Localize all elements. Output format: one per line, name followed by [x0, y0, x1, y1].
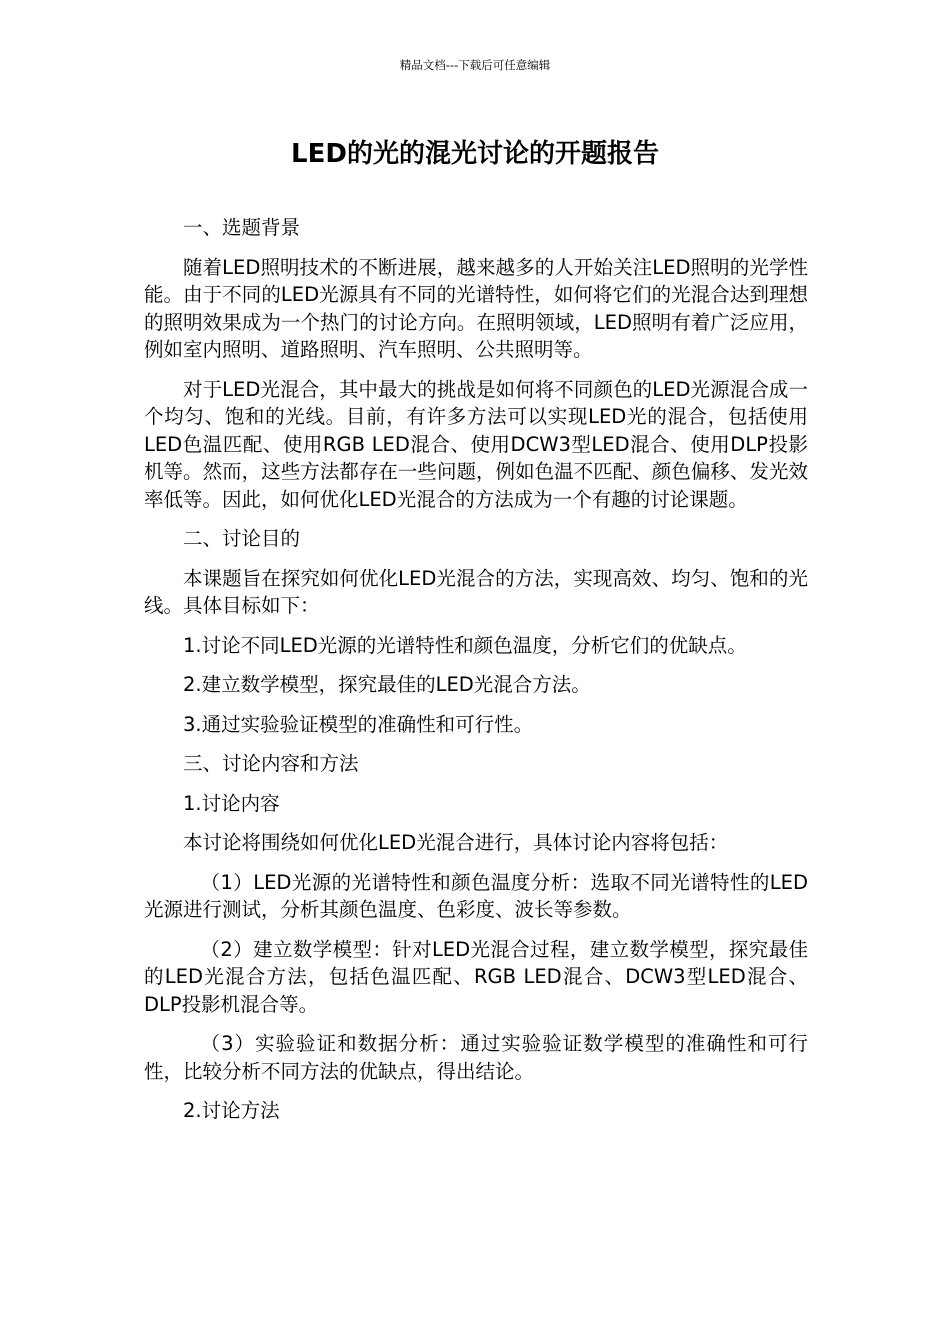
section-heading-purpose: 二、讨论目的	[183, 527, 301, 550]
document-body	[144, 214, 808, 1137]
content-item-1: （1）LED光源的光谱特性和颜色温度分析：选取不同光谱特性的LED光源进行测试，分析其颜色温度、色彩度、波长等参数。	[144, 870, 808, 921]
content-item-2: （2）建立数学模型：针对LED光混合过程，建立数学模型，探究最佳的LED光混合方法，包括色温匹配、RGB LED混合、DCW3型LED混合、DLP投影机混合等。	[144, 937, 808, 1016]
section-heading-content-method: 三、讨论内容和方法	[183, 752, 359, 775]
list-item-goal-1: 1.讨论不同LED光源的光谱特性和颜色温度，分析它们的优缺点。	[183, 633, 747, 657]
document-title: LED的光的混光讨论的开题报告	[291, 139, 659, 169]
subheading-content: 1.讨论内容	[183, 791, 280, 815]
paragraph-content-intro: 本讨论将围绕如何优化LED光混合进行，具体讨论内容将包括：	[183, 831, 729, 854]
content-item-3: （3）实验验证和数据分析：通过实验验证数学模型的准确性和可行性，比较分析不同方法的优缺点，得出结论。	[144, 1032, 808, 1083]
section-heading-background: 一、选题背景	[183, 216, 301, 239]
paragraph-background-2: 对于LED光混合，其中最大的挑战是如何将不同颜色的LED光源混合成一个均匀、饱和的光线。目前，有许多方法可以实现LED光的混合，包括使用LED色温匹配、使用RGB LED混合、使用DCW3型LED混合、使用DLP投影机等。然而，这些方法都存在一些问题，例如色温不匹配、颜色偏移、发光效率低等。因此，如何优化LED光混合的方法成为一个有趣的讨论课题。	[144, 377, 808, 511]
subheading-method: 2.讨论方法	[183, 1099, 280, 1122]
paragraph-background-1: 随着LED照明技术的不断进展，越来越多的人开始关注LED照明的光学性能。由于不同的LED光源具有不同的光谱特性，如何将它们的光混合达到理想的照明效果成为一个热门的讨论方向。在照明领域，LED照明有着广泛应用，例如室内照明、道路照明、汽车照明、公共照明等。	[144, 255, 808, 361]
page-header-note: 精品文档---下载后可任意编辑	[399, 58, 551, 72]
paragraph-purpose-intro: 本课题旨在探究如何优化LED光混合的方法，实现高效、均匀、饱和的光线。具体目标如下：	[144, 566, 808, 617]
list-item-goal-2: 2.建立数学模型，探究最佳的LED光混合方法。	[183, 673, 591, 696]
list-item-goal-3: 3.通过实验验证模型的准确性和可行性。	[183, 712, 534, 736]
